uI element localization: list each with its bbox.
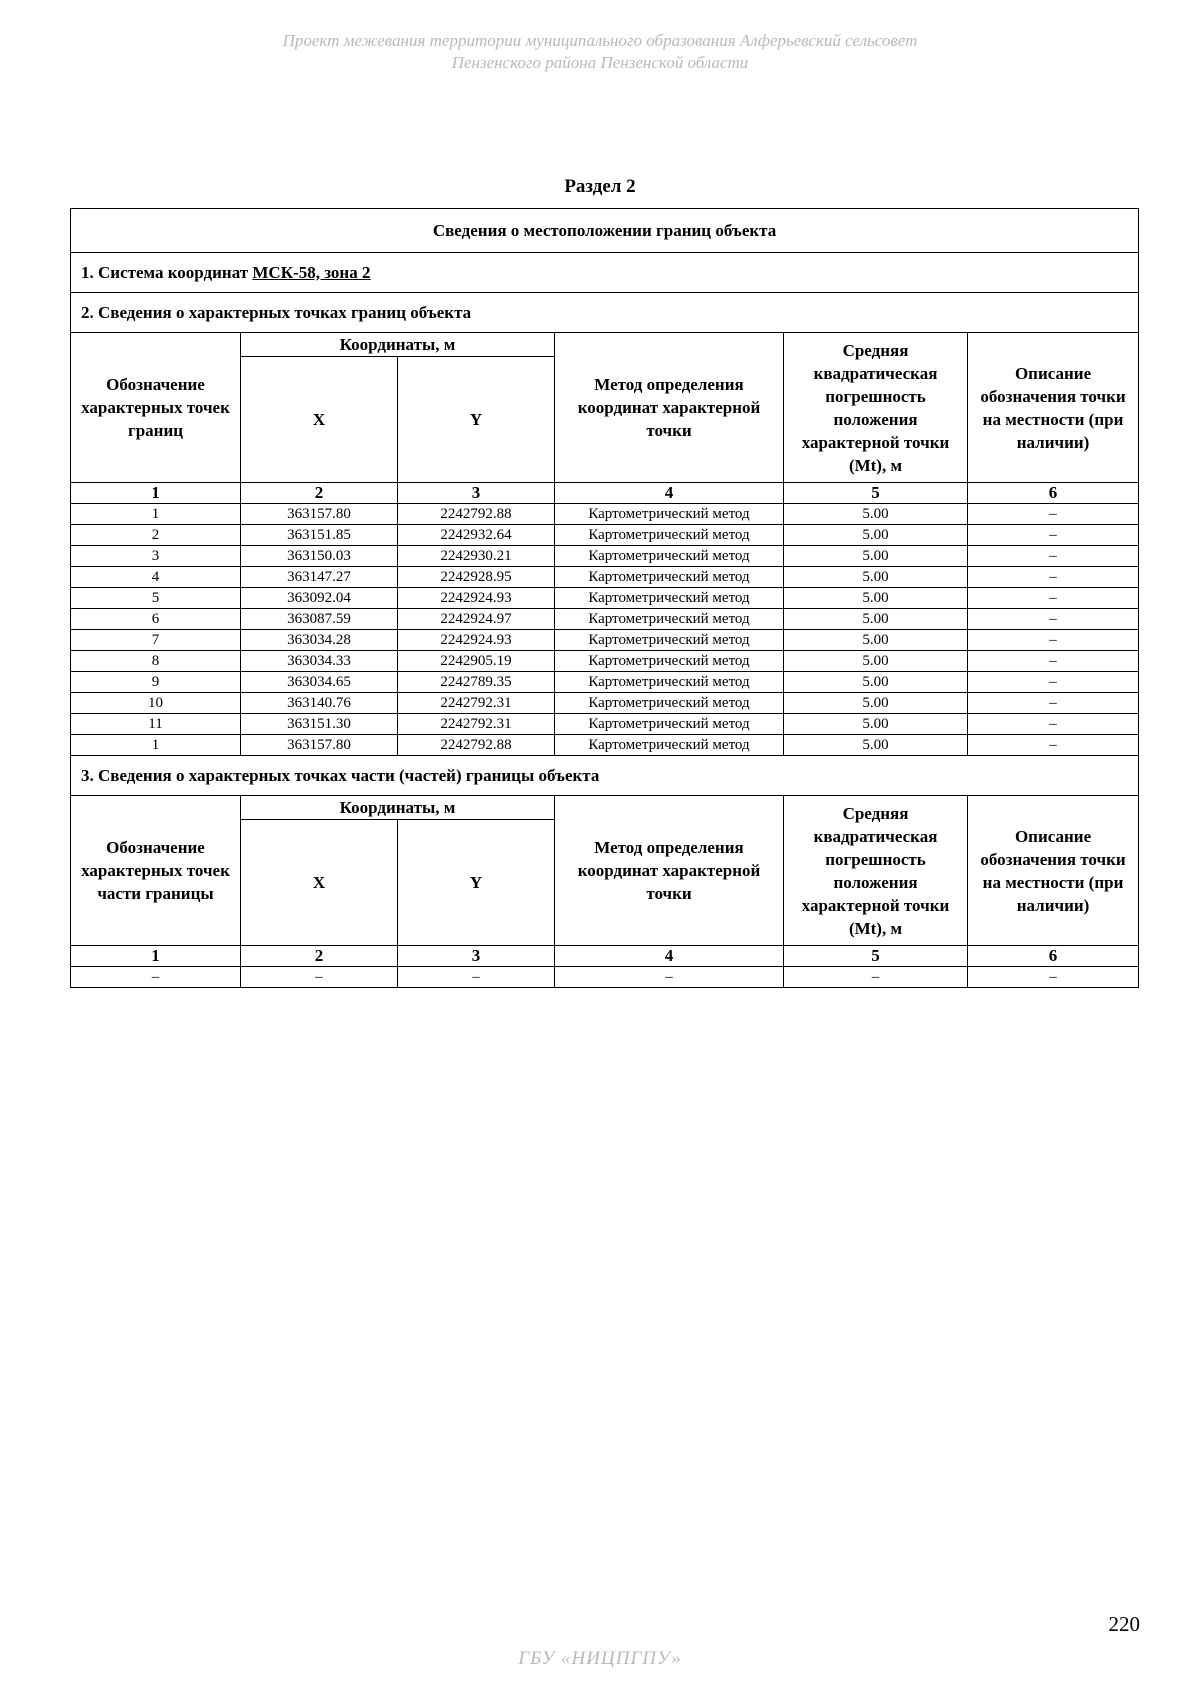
table-row (71, 588, 1139, 609)
table-cell: 363140.76 (241, 693, 398, 714)
table-cell: – (968, 735, 1139, 756)
table-cell: Картометрический метод (555, 525, 784, 546)
table-cell: 3 (71, 546, 241, 567)
h2-coords: Координаты, м (241, 333, 555, 357)
section-3-title: 3. Сведения о характерных точках части (частей) границы объекта (71, 756, 1139, 796)
coord-system-label: 1. Система координат (81, 262, 249, 282)
col-num: 1 (71, 946, 241, 967)
table-cell: – (968, 693, 1139, 714)
running-header (0, 30, 1200, 74)
col-num: 6 (968, 946, 1139, 967)
col-num: 2 (241, 483, 398, 504)
table-cell: 5.00 (784, 735, 968, 756)
table-cell: 363087.59 (241, 609, 398, 630)
table-cell: – (968, 588, 1139, 609)
table-cell: 5.00 (784, 567, 968, 588)
table-cell: – (555, 967, 784, 988)
table-cell: 363150.03 (241, 546, 398, 567)
table-cell: 1 (71, 504, 241, 525)
table-cell: 5.00 (784, 525, 968, 546)
table-cell: – (784, 967, 968, 988)
table-cell: 5.00 (784, 630, 968, 651)
table-cell: 7 (71, 630, 241, 651)
table-cell: 363157.80 (241, 735, 398, 756)
h3-desc: Описание обозначения точки на местности (при наличии) (968, 796, 1139, 946)
table-cell: 2242792.31 (398, 693, 555, 714)
table-cell: 9 (71, 672, 241, 693)
table-cell: 363151.85 (241, 525, 398, 546)
h3-error: Средняя квадратическая погрешность положения характерной точки (Mt), м (784, 796, 968, 946)
col-num: 3 (398, 483, 555, 504)
table-cell: Картометрический метод (555, 714, 784, 735)
table-cell: 363092.04 (241, 588, 398, 609)
col-num: 3 (398, 946, 555, 967)
table-cell: – (71, 967, 241, 988)
col-num: 2 (241, 946, 398, 967)
header-line-2: Пензенского района Пензенской области (451, 53, 749, 72)
col-num: 5 (784, 483, 968, 504)
h2-method: Метод определения координат характерной точки (555, 333, 784, 483)
col-num: 1 (71, 483, 241, 504)
table-cell: 2242930.21 (398, 546, 555, 567)
table-row (71, 609, 1139, 630)
h3-method: Метод определения координат характерной точки (555, 796, 784, 946)
table-cell: 363034.65 (241, 672, 398, 693)
col-numbers-row (71, 483, 1139, 504)
section-3-row (71, 756, 1139, 796)
head3-row-1 (71, 796, 1139, 820)
table-cell: 4 (71, 567, 241, 588)
table-caption: Сведения о местоположении границ объекта (71, 209, 1139, 253)
table-cell: Картометрический метод (555, 735, 784, 756)
table-cell: 5 (71, 588, 241, 609)
table-cell: 10 (71, 693, 241, 714)
table-row (71, 567, 1139, 588)
table-row (71, 546, 1139, 567)
h2-error: Средняя квадратическая погрешность положения характерной точки (Mt), м (784, 333, 968, 483)
table-cell: 5.00 (784, 588, 968, 609)
table-cell: 2242924.93 (398, 630, 555, 651)
table-cell: – (968, 967, 1139, 988)
coord-system-value: МСК-58, зона 2 (252, 262, 371, 282)
table-cell: 2242792.88 (398, 504, 555, 525)
table-cell: 2 (71, 525, 241, 546)
col-num: 4 (555, 483, 784, 504)
table-cell: 8 (71, 651, 241, 672)
coord-system (71, 253, 1139, 293)
table-cell: – (968, 525, 1139, 546)
table-cell: 2242792.88 (398, 735, 555, 756)
table-cell: 1 (71, 735, 241, 756)
table-cell: – (241, 967, 398, 988)
table-row (71, 651, 1139, 672)
table-row (71, 525, 1139, 546)
table-cell: 2242924.93 (398, 588, 555, 609)
head2-row-1 (71, 333, 1139, 357)
table-cell: – (968, 504, 1139, 525)
section-2-row (71, 293, 1139, 333)
table-row (71, 714, 1139, 735)
caption-row (71, 209, 1139, 253)
table-cell: 363151.30 (241, 714, 398, 735)
coord-system-row (71, 253, 1139, 293)
col-num: 5 (784, 946, 968, 967)
table-cell: – (968, 609, 1139, 630)
col-numbers-row-3 (71, 946, 1139, 967)
section-2-title: 2. Сведения о характерных точках границ объекта (71, 293, 1139, 333)
header-line-1: Проект межевания территории муниципального образования Алферьевский сельсовет (282, 31, 918, 50)
h3-point-label: Обозначение характерных точек части границы (71, 796, 241, 946)
table-cell: – (398, 967, 555, 988)
h3-y: Y (398, 820, 555, 946)
h2-point-label: Обозначение характерных точек границ (71, 333, 241, 483)
table-cell: 2242905.19 (398, 651, 555, 672)
table-cell: Картометрический метод (555, 672, 784, 693)
table-cell: 363034.28 (241, 630, 398, 651)
table-cell: Картометрический метод (555, 693, 784, 714)
table-cell: 11 (71, 714, 241, 735)
table-cell: 363147.27 (241, 567, 398, 588)
table-cell: – (968, 714, 1139, 735)
h3-x: X (241, 820, 398, 946)
table-cell: Картометрический метод (555, 504, 784, 525)
table-cell: 5.00 (784, 546, 968, 567)
col-num: 6 (968, 483, 1139, 504)
table-row (71, 693, 1139, 714)
table-cell: 363034.33 (241, 651, 398, 672)
table-cell: 2242924.97 (398, 609, 555, 630)
table-cell: 2242792.31 (398, 714, 555, 735)
table-cell: 5.00 (784, 693, 968, 714)
table-cell: Картометрический метод (555, 567, 784, 588)
table-cell: 5.00 (784, 609, 968, 630)
table-cell: Картометрический метод (555, 651, 784, 672)
table-cell: 363157.80 (241, 504, 398, 525)
table-cell: 2242932.64 (398, 525, 555, 546)
table-cell: 2242789.35 (398, 672, 555, 693)
table-cell: 5.00 (784, 714, 968, 735)
h2-y: Y (398, 357, 555, 483)
table-cell: 2242928.95 (398, 567, 555, 588)
table-cell: – (968, 567, 1139, 588)
table-cell: Картометрический метод (555, 609, 784, 630)
table-cell: 5.00 (784, 504, 968, 525)
table-cell: 5.00 (784, 651, 968, 672)
table-row (71, 504, 1139, 525)
footer: ГБУ «НИЦПГПУ» (518, 1648, 682, 1669)
table-cell: – (968, 651, 1139, 672)
boundary-table (70, 208, 1139, 988)
page-number: 220 (1108, 1612, 1140, 1636)
table-cell: Картометрический метод (555, 588, 784, 609)
table-row (71, 735, 1139, 756)
h2-desc: Описание обозначения точки на местности (при наличии) (968, 333, 1139, 483)
table-cell: 5.00 (784, 672, 968, 693)
col-num: 4 (555, 946, 784, 967)
table-row (71, 967, 1139, 988)
table-cell: – (968, 672, 1139, 693)
table-row (71, 630, 1139, 651)
table-cell: – (968, 546, 1139, 567)
table-cell: 6 (71, 609, 241, 630)
h2-x: X (241, 357, 398, 483)
table-cell: – (968, 630, 1139, 651)
table-cell: Картометрический метод (555, 630, 784, 651)
table-cell: Картометрический метод (555, 546, 784, 567)
table-row (71, 672, 1139, 693)
h3-coords: Координаты, м (241, 796, 555, 820)
section-title: Раздел 2 (564, 176, 636, 197)
